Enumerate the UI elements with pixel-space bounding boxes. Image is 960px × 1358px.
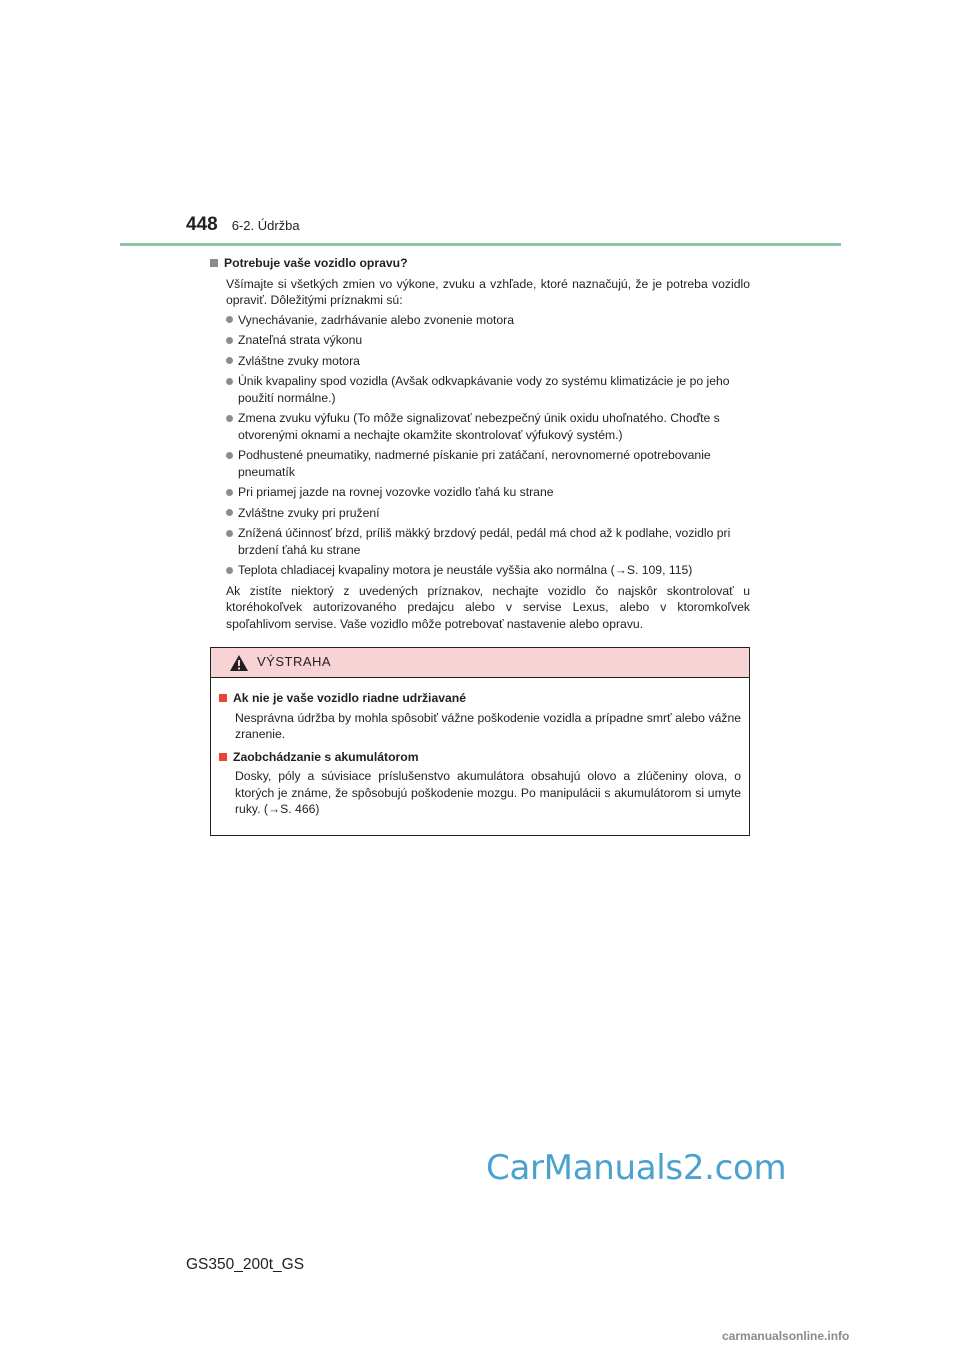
bullet-icon [226,509,233,516]
warning-triangle-icon [229,654,249,672]
list-item-text: Zvláštne zvuky pri pružení [238,505,380,520]
list-item [226,332,750,349]
closing-paragraph: Ak zistíte niektorý z uvedených príznakov, nechajte vozidlo čo najskôr skontrolovať u ktoréhokoľvek autorizovaného predajcu alebo v servise Lexus, alebo v ktoromkoľvek spoľahlivom servise. Vaše vozidlo môže potrebovať nastavenie alebo opravu. [226,583,750,631]
list-item-text: Únik kvapaliny spod vozidla (Avšak odkvapkávanie vody zo systému klimatizácie je po jeho použití normálne.) [238,374,730,405]
list-item-text: Teplota chladiacej kvapaliny motora je neustále vyššia ako normálna (→S. 109, 115) [238,563,693,577]
warning-title: VÝSTRAHA [257,654,332,670]
warning-item-heading-text: Ak nie je vaše vozidlo riadne udržiavané [233,691,467,705]
bullet-icon [226,489,233,496]
warning-body [211,678,749,818]
list-item [226,373,750,406]
intro-paragraph: Všímajte si všetkých zmien vo výkone, zvuku a vzhľade, ktoré naznačujú, že je potreba vozidlo opraviť. Dôležitými príznakmi sú: [226,276,750,307]
section-title: 6-2. Údržba [231,218,300,233]
warning-item-heading [219,749,741,766]
section-heading [210,255,750,272]
warning-box [210,647,750,836]
bullet-icon [226,567,233,574]
list-item [226,525,750,558]
list-item-text: Podhustené pneumatiky, nadmerné pískanie pri zatáčaní, nerovnomerné opotrebovanie pneumatík [238,448,711,479]
site-url: carmanualsonline.info [722,1329,850,1343]
bullet-icon [226,378,233,385]
warning-item-heading-text: Zaobchádzanie s akumulátorom [233,749,419,764]
list-item [226,562,750,579]
list-item-text: Zmena zvuku výfuku (To môže signalizovať nebezpečný únik oxidu uhoľnatého. Choďte s otvorenými oknami a nechajte okamžite skontrolovať výfukový systém.) [238,411,720,442]
model-code: GS350_200t_GS [186,1256,305,1273]
section-marker-icon [210,259,218,267]
list-item-text: Vynechávanie, zadrhávanie alebo zvonenie motora [238,312,514,327]
main-content [210,255,750,632]
list-item [226,353,750,370]
list-item [226,505,750,522]
list-item [226,410,750,443]
warning-marker-icon [219,753,227,761]
page-header [186,214,300,236]
bullet-icon [226,337,233,344]
warning-header [211,648,749,678]
list-item-text: Znateľná strata výkonu [238,333,363,347]
list-item [226,484,750,501]
bullet-icon [226,316,233,323]
list-item-text: Zvláštne zvuky motora [238,353,360,368]
list-item [226,447,750,480]
page-number: 448 [186,214,218,235]
warning-item-text: Nesprávna údržba by mohla spôsobiť vážne poškodenie vozidla a prípadne smrť alebo vážne zranenie. [235,710,741,741]
symptom-list [210,312,750,579]
bullet-icon [226,357,233,364]
section-heading-text: Potrebuje vaše vozidlo opravu? [224,256,408,270]
list-item-text: Znížená účinnosť bŕzd, príliš mäkký brzdový pedál, pedál má chod až k podlahe, vozidlo pri brzdení ťahá ku strane [238,526,731,557]
warning-marker-icon [219,694,227,702]
list-item [226,312,750,329]
bullet-icon [226,530,233,537]
bullet-icon [226,452,233,459]
warning-item-heading [219,690,741,707]
bullet-icon [226,415,233,422]
watermark-logo: CarManuals2.com [486,1148,787,1188]
header-divider [120,243,841,246]
list-item-text: Pri priamej jazde na rovnej vozovke vozidlo ťahá ku strane [238,485,554,499]
warning-item-text: Dosky, póly a súvisiace príslušenstvo akumulátora obsahujú olovo a zlúčeniny olova, o ktorých je známe, že spôsobujú poškodenie mozgu. Po manipulácii s akumulátorom si umyte ruky. (→S. 466) [235,769,741,816]
